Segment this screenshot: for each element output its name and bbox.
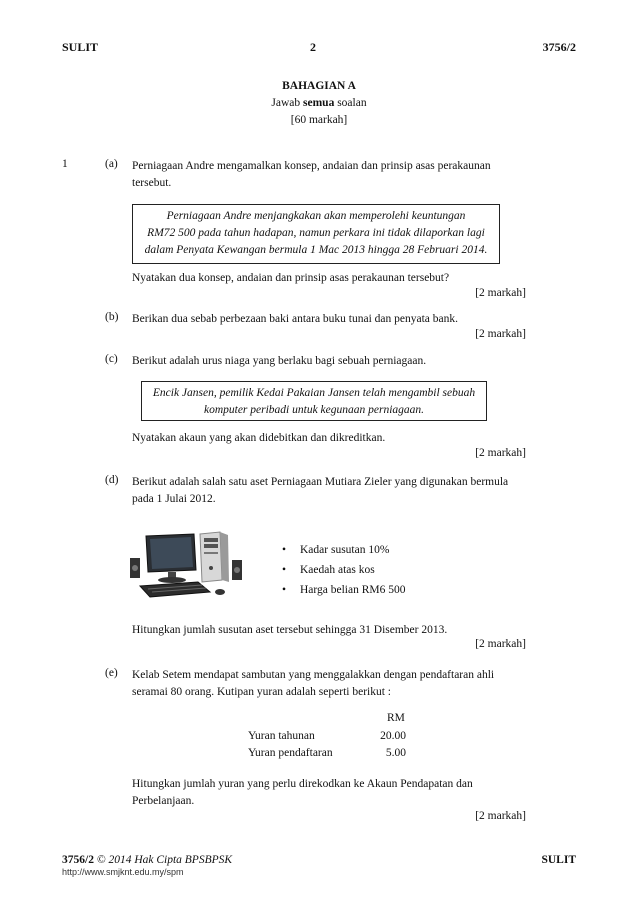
fee-amount-annual: 20.00 — [380, 730, 406, 742]
computer-illustration — [128, 530, 248, 603]
part-d-question: Hitungkan jumlah susutan aset tersebut sehingga 31 Disember 2013. — [132, 624, 448, 636]
part-e-line1: Kelab Setem mendapat sambutan yang menggalakkan dengan pendaftaran ahli — [132, 669, 495, 681]
section-title: BAHAGIAN A — [282, 80, 356, 92]
part-a-marks: [2 markah] — [475, 287, 526, 299]
bullet-purchase-price: • Harga belian RM6 500 — [278, 580, 406, 600]
part-b-question: Berikan dua sebab perbezaan baki antara buku tunai dan penyata bank. — [132, 313, 459, 325]
fee-item-registration: Yuran pendaftaran — [248, 747, 333, 759]
part-d-marks: [2 markah] — [475, 638, 526, 650]
fee-amount-registration: 5.00 — [385, 747, 406, 759]
part-d-line2: pada 1 Julai 2012. — [132, 493, 216, 505]
part-e-line2: seramai 80 orang. Kutipan yuran adalah seperti berikut : — [132, 686, 391, 698]
footer-sulit-right: SULIT — [541, 854, 576, 866]
part-a-box-line1: Perniagaan Andre menjangkakan akan memperolehi keuntungan — [166, 210, 466, 222]
bullet-method: • Kaedah atas kos — [278, 560, 406, 580]
bullet-depreciation-rate: • Kadar susutan 10% — [278, 540, 406, 560]
part-a-scenario-box — [132, 204, 500, 264]
part-e-question-line1: Hitungkan jumlah yuran yang perlu direkodkan ke Akaun Pendapatan dan — [132, 778, 473, 790]
part-a-box-line2: RM72 500 pada tahun hadapan, namun perkara ini tidak dilaporkan lagi — [147, 227, 485, 239]
part-c-box-line2: komputer peribadi untuk kegunaan perniagaan. — [203, 404, 425, 416]
question-number: 1 — [62, 158, 68, 170]
part-e-marks: [2 markah] — [475, 810, 526, 822]
section-instruction — [0, 97, 638, 109]
watermark-url: http://www.smjknt.edu.my/spm — [62, 867, 184, 877]
part-c-question: Nyatakan akaun yang akan didebitkan dan dikreditkan. — [132, 432, 386, 444]
part-c-box-line1: Encik Jansen, pemilik Kedai Pakaian Jansen telah mengambil sebuah — [152, 387, 476, 399]
header-page-number: 2 — [310, 40, 316, 54]
part-b-label: (b) — [105, 311, 119, 323]
part-d-line1: Berikut adalah salah satu aset Perniagaan Mutiara Zieler yang digunakan bermula — [132, 476, 509, 488]
part-a-line2: tersebut. — [132, 177, 172, 189]
footer-code: 3756/2 — [62, 854, 94, 866]
part-a-line1: Perniagaan Andre mengamalkan konsep, andaian dan prinsip asas perakaunan — [132, 160, 491, 172]
part-a-box-line3: dalam Penyata Kewangan bermula 1 Mac 2013 hingga 28 Februari 2014. — [144, 244, 488, 256]
part-c-scenario-box — [141, 381, 487, 421]
instruction-suffix: soalan — [334, 97, 367, 109]
part-e-label: (e) — [105, 667, 118, 679]
section-marks: [60 markah] — [290, 114, 348, 126]
part-c-label: (c) — [105, 353, 118, 365]
fee-item-annual: Yuran tahunan — [248, 730, 315, 742]
part-d-label: (d) — [105, 474, 119, 486]
part-c-line1: Berikut adalah urus niaga yang berlaku bagi sebuah perniagaan. — [132, 355, 427, 367]
part-a-question: Nyatakan dua konsep, andaian dan prinsip asas perakaunan tersebut? — [132, 272, 450, 284]
fee-table-currency: RM — [387, 712, 405, 724]
header-sulit-left: SULIT — [62, 40, 99, 54]
footer-copyright: © 2014 Hak Cipta BPSBPSK — [96, 854, 233, 866]
part-c-marks: [2 markah] — [475, 447, 526, 459]
part-b-marks: [2 markah] — [475, 328, 526, 340]
instruction-bold: semua — [303, 97, 335, 109]
footer-left — [62, 854, 232, 866]
computer-icon — [128, 530, 248, 600]
header-paper-code: 3756/2 — [542, 40, 576, 54]
instruction-prefix: Jawab — [271, 97, 304, 109]
part-a-label: (a) — [105, 158, 118, 170]
part-d-asset-details — [278, 540, 406, 600]
part-e-question-line2: Perbelanjaan. — [132, 795, 195, 807]
